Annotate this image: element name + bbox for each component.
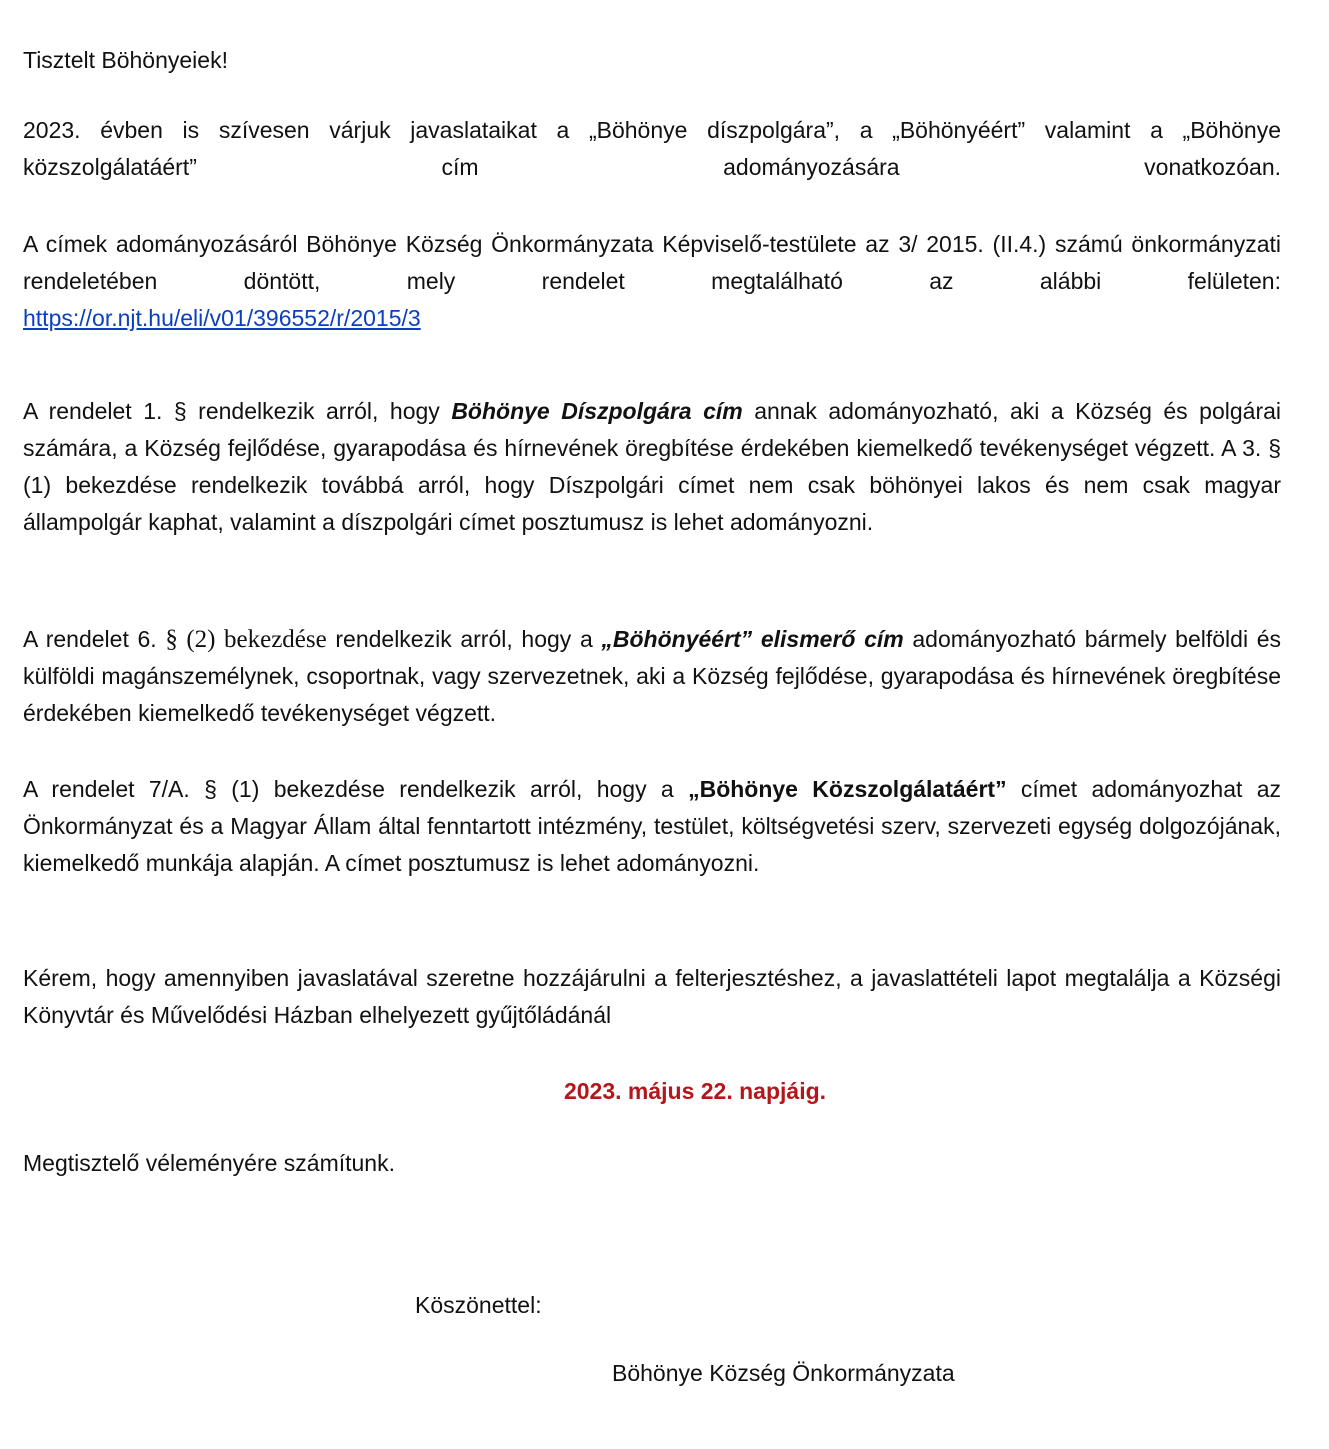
bohonyeert-text-after: adományozható bármely belföldi és külföldi magánszemélynek, csoportnak, vagy szervezetnek, aki a Község fejlődése, gyarapodása és hírnevének öregbítése érdekében kiemelkedő tevékenységet végzett. <box>23 626 1281 726</box>
bohonyeert-text-before: A rendelet 6. <box>23 626 166 652</box>
request-paragraph: Kérem, hogy amennyiben javaslatával szeretne hozzájárulni a felterjesztéshez, a javaslattételi lapot megtalálja a Községi Könyvtár és Művelődési Házban elhelyezett gyűjtőládánál <box>23 965 1281 1028</box>
honorary-title: Böhönye Díszpolgára cím <box>451 398 743 424</box>
bohonyeert-paragraph <box>23 621 1281 732</box>
greeting: Tisztelt Böhönyeiek! <box>23 47 228 73</box>
signature: Böhönye Község Önkormányzata <box>612 1360 955 1386</box>
public-service-title: „Böhönye Közszolgálatáért” <box>688 776 1007 802</box>
decree-paragraph <box>23 226 1281 337</box>
honorary-text-before: A rendelet 1. § rendelkezik arról, hogy <box>23 398 452 424</box>
thanks-line: Köszönettel: <box>415 1292 542 1318</box>
honorary-text-after: annak adományozható, aki a Község és polgárai számára, a Község fejlődése, gyarapodása és hírnevének öregbítése érdekében kiemelkedő tevékenységet végzett. A 3. § (1) bekezdése rendelkezik továbbá arról, hogy Díszpolgári címet nem csak böhönyei lakos és nem csak magyar állampolgár kaphat, valamint a díszpolgári címet posztumusz is lehet adományozni. <box>23 398 1282 535</box>
honorary-citizen-paragraph <box>23 393 1281 541</box>
decree-link[interactable]: https://or.njt.hu/eli/v01/396552/r/2015/3 <box>23 305 421 331</box>
intro-paragraph: 2023. évben is szívesen várjuk javaslataikat a „Böhönye díszpolgára”, a „Böhönyéért” valamint a „Böhönye közszolgálatáért” cím adományozására vonatkozóan. <box>23 117 1281 180</box>
deadline-date: 2023. május 22. napjáig. <box>563 1078 827 1104</box>
bohonyeert-section: § (2) bekezdése <box>165 626 327 653</box>
closing-line: Megtisztelő véleményére számítunk. <box>23 1150 395 1176</box>
public-service-paragraph <box>23 771 1281 882</box>
bohonyeert-text-middle: rendelkezik arról, hogy a <box>326 626 602 652</box>
public-service-text-before: A rendelet 7/A. § (1) bekezdése rendelkezik arról, hogy a <box>23 776 689 802</box>
bohonyeert-title: „Böhönyéért” elismerő cím <box>601 626 904 652</box>
public-service-text-after: címet adományozhat az Önkormányzat és a Magyar Állam által fenntartott intézmény, testület, költségvetési szerv, szervezeti egység dolgozójának, kiemelkedő munkája alapján. A címet posztumusz is lehet adományozni. <box>23 776 1282 876</box>
decree-text: A címek adományozásáról Böhönye Község Önkormányzata Képviselő-testülete az 3/ 2015. (II.4.) számú önkormányzati rendeletében döntött, mely rendelet megtalálható az alábbi felületen: <box>23 231 1281 294</box>
